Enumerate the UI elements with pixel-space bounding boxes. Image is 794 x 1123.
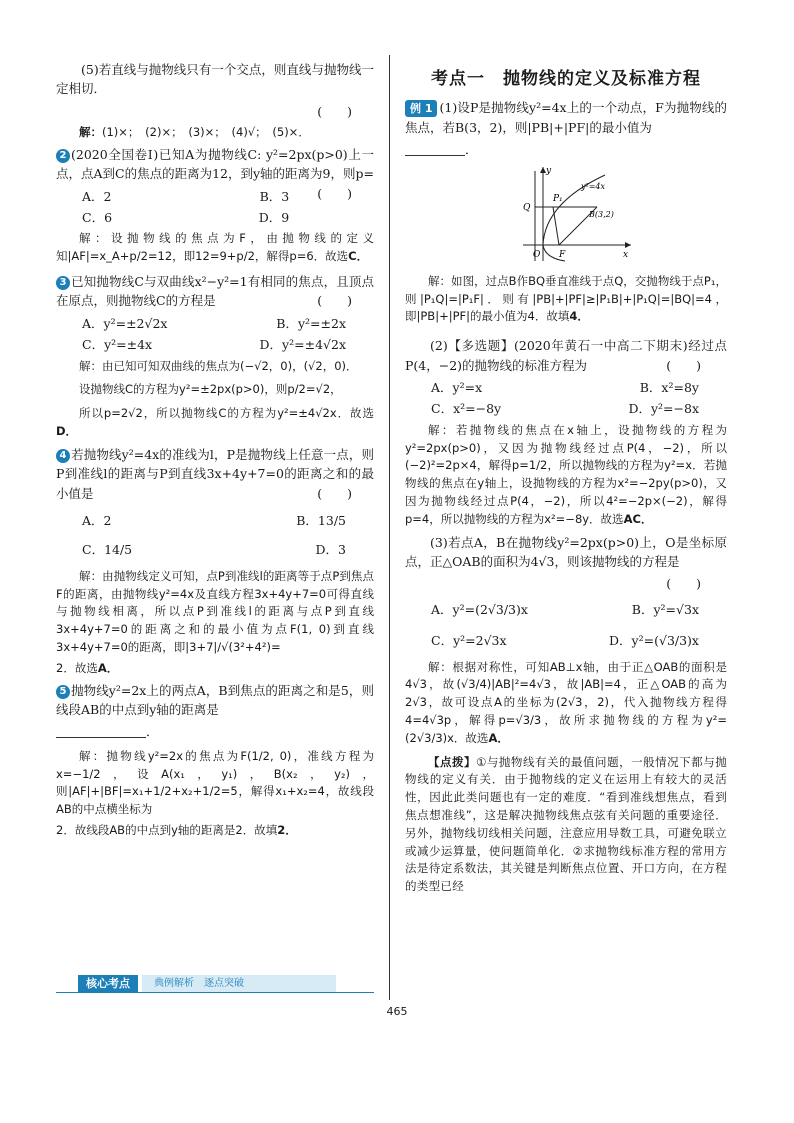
example-3-options [405, 600, 727, 651]
option-c: C．y²=2√3x [431, 633, 507, 649]
problem-2-options [56, 187, 317, 228]
point-b-label: B(3,2) [589, 210, 614, 220]
option-b: B．x²=8y [639, 380, 699, 396]
option-c: C．6 [82, 210, 113, 226]
tip-label: 【点拨】 [428, 754, 477, 769]
section-title: 考点一 抛物线的定义及标准方程 [431, 69, 701, 89]
problem-3: 3 已知抛物线C与双曲线x²−y²=1有相同的焦点，且顶点在原点，则抛物线C的方程是 ( ) [56, 272, 374, 311]
page-number: 465 [386, 1005, 408, 1018]
point-q-label: Q [523, 203, 531, 214]
option-d: D．3 [315, 542, 346, 558]
example-1-blank: ． [405, 140, 727, 159]
problem-5-solution-2: 2．故线段AB的中点到y轴的距离是2．故填2． [56, 822, 297, 837]
problem-2: 2 (2020全国卷Ⅰ)已知A为抛物线C: y²=2px(p>0)上一点，点A到C的焦点的距离为12，到y轴的距离为9，则p= ( ) [56, 145, 374, 184]
answer-blank [56, 725, 146, 738]
problem-4-solution-1: 解：由抛物线定义可知，点P到准线l的距离等于点P到焦点F的距离，由抛物线y²=4x及直线方程3x+4y+7=0可得直线与抛物线相离，所以点P到准线l的距离与点P到直线3x+4y+7=0的距离之和的最小值为点F(1, 0)到直线3x+4y+7=0的距离，即|3+7|/√(3²+4²)= [56, 568, 374, 654]
point-p1-label: P₁ [553, 194, 563, 205]
option-b: B．y²=√3x [631, 601, 699, 617]
banner-tag: 核心考点 [78, 975, 138, 993]
problem-4-solution-2: 2．故选A． [56, 660, 119, 675]
answer-paren: ( ) [317, 293, 352, 309]
option-a: A．y²=±2√2x [82, 315, 168, 331]
q5-stem: (5)若直线与抛物线只有一个交点，则直线与抛物线一定相切． [56, 62, 374, 97]
option-b: B．13/5 [296, 512, 346, 528]
example-1-solution: 解：如图，过点B作BQ垂直准线于点Q，交抛物线于点P₁，则|P₁Q|=|P₁F|．则有|PB|+|PF|≥|P₁B|+|P₁Q|=|BQ|=4，即|PB|+|PF|的最小值为4．故填4． [405, 273, 727, 324]
option-c: C．y²=±4x [82, 337, 153, 353]
problem-number-badge: 2 [56, 149, 70, 163]
option-c: C．x²=−8y [431, 401, 502, 417]
option-b: B．3 [259, 188, 290, 204]
y-axis-label: y [546, 166, 552, 177]
example-1: 例 1 (1)设P是抛物线y²=4x上的一个动点，F为抛物线的焦点，若B(3，2)，则|PB|+|PF|的最小值为 [405, 100, 727, 135]
problem-4-options [56, 511, 374, 560]
option-a: A．y²=x [431, 380, 483, 396]
x-axis-label: x [623, 250, 629, 261]
problem-2-solution: 解：设抛物线的焦点为F，由抛物线的定义知|AF|=x_A+p/2=12，即12=9+p/2，解得p=6．故选C． [56, 231, 374, 264]
problem-3-options [56, 314, 374, 355]
core-topic-banner [56, 975, 374, 993]
option-d: D．y²=−8x [628, 401, 699, 417]
problem-number-badge: 5 [56, 685, 70, 699]
option-a: A．2 [82, 188, 112, 204]
answer-paren: ( ) [666, 357, 701, 373]
example-2-solution: 解：若抛物线的焦点在x轴上，设抛物线的方程为y²=2px(p>0)，又因为抛物线经过点P(4，−2)，所以(−2)²=2p×4，解得p=1/2，所以抛物线的方程为y²=x．若抛物线的焦点在y轴上，设抛物线的方程为x²=−2py(p>0)，又因为抛物线经过点P(4，−2)，所以4²=−2p×(−2)，解得p=4，所以抛物线的方程为x²=−8y．故选AC． [405, 422, 727, 526]
example-3-solution: 解：根据对称性，可知AB⊥x轴，由于正△OAB的面积是4√3，故(√3/4)|AB|²=4√3，故|AB|=4，正△OAB的高为2√3，故可设点A的坐标为(2√3，2)，代入抛物线方程得4=4√3p，解得p=√3/3，故所求抛物线的方程为y²=(2√3/3)x．故选A． [405, 659, 727, 745]
option-a: A．2 [82, 512, 112, 528]
focus-label: F [559, 250, 566, 261]
example-2-options [405, 378, 727, 419]
example-3: (3)若点A，B在抛物线y²=2px(p>0)上，O是坐标原点，正△OAB的面积为4√3，则该抛物线的方程是 [405, 534, 727, 570]
parabola-figure [515, 163, 635, 263]
banner-rule [56, 992, 374, 993]
option-c: C．14/5 [82, 542, 133, 558]
answer-paren: ( ) [317, 185, 352, 201]
banner-subtitle: 典例解析 逐点突破 [142, 975, 336, 993]
problem-number-badge: 4 [56, 449, 70, 463]
left-column [56, 60, 374, 843]
column-divider [389, 55, 390, 1000]
q5-answer: 解：(1)×； (2)×； (3)×； (4)√； (5)×． [79, 125, 310, 140]
option-a: A．y²=(2√3/3)x [431, 601, 528, 617]
curve-label: y²=4x [581, 182, 606, 192]
problem-number-badge: 3 [56, 276, 70, 290]
problem-5-blank: ． [56, 722, 374, 741]
problem-4: 4 若抛物线y²=4x的准线为l，P是抛物线上任意一点，则P到准线l的距离与P到直线3x+4y+7=0的距离之和的最小值是 ( ) [56, 445, 374, 503]
option-b: B．y²=±2x [276, 315, 346, 331]
option-d: D．9 [258, 210, 290, 226]
example-2: (2)【多选题】(2020年黄石一中高二下期末)经过点P(4，−2)的抛物线的标准方程为 ( ) [405, 336, 727, 375]
parabola-graph [515, 163, 727, 268]
option-d: D．y²=±4√2x [259, 337, 346, 353]
problem-3-solution-3: 所以p=2√2，所以抛物线C的方程为y²=±4√2x．故选D． [56, 406, 374, 438]
tip-paragraph: 【点拨】①与抛物线有关的最值问题，一般情况下都与抛物线的定义有关．由于抛物线的定义在运用上有较大的灵活性，因此此类问题也有一定的难度．“看到准线想焦点，看到焦点想准线”，这是解决抛物线焦点弦有关问题的重要途径．另外，抛物线切线相关问题，注意应用导数工具，可避免联立或减少运算量，使问题简单化．②求抛物线标准方程的常用方法是待定系数法，其关键是判断焦点位置、开口方向，在方程的类型已经 [405, 754, 728, 894]
problem-5: 5 抛物线y²=2x上的两点A，B到焦点的距离之和是5，则线段AB的中点到y轴的距离是 [56, 682, 374, 717]
q5-paren: ( ) [317, 103, 352, 119]
answer-paren: ( ) [317, 485, 352, 501]
example-3-paren: ( ) [666, 576, 701, 592]
right-column [405, 68, 727, 899]
problem-5-solution-1: 解：抛物线y²=2x的焦点为F(1/2, 0)，准线方程为x=−1/2，设A(x₁，y₁)，B(x₂，y₂)，则|AF|+|BF|=x₁+1/2+x₂+1/2=5，解得x₁+x₂=4，故线段AB的中点横坐标为 [56, 748, 374, 817]
example-badge: 例 1 [405, 100, 437, 117]
answer-blank [405, 143, 465, 156]
problem-3-solution-2: 设抛物线C的方程为y²=±2px(p>0)，则p/2=√2， [79, 382, 342, 397]
option-d: D．y²=(√3/3)x [609, 633, 699, 649]
problem-3-solution-1: 解：由已知可知双曲线的焦点为(−√2，0)，(√2，0)． [79, 358, 358, 373]
origin-label: O [533, 250, 541, 261]
